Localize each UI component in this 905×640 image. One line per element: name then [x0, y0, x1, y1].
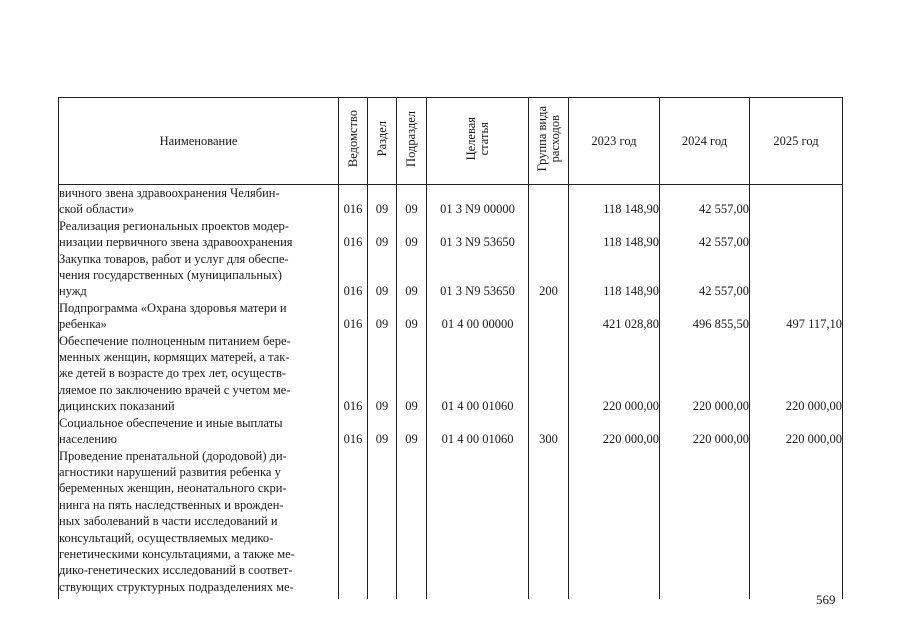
cell-2025: 220 000,00: [750, 333, 843, 415]
cell-name: вичного звена здравоохранения Челябин- ской области»: [59, 185, 339, 218]
table-continuation: [59, 595, 843, 599]
table-header-row: [59, 98, 843, 185]
cell-subsection: 09: [397, 415, 427, 448]
cell-2025: [750, 251, 843, 300]
cell-2025: 220 000,00: [750, 415, 843, 448]
cell-name: Обеспечение полноценным питанием бере- менных женщин, кормящих матерей, а так- же детей в возрасте до трех лет, осуществ- ляемое по заключению врачей с учетом ме- дицинских показаний: [59, 333, 339, 415]
cell-dept: 016: [339, 251, 368, 300]
cell-2025: [750, 218, 843, 251]
header-2025: 2025 год: [750, 98, 843, 185]
header-target: Целевая статья: [427, 98, 529, 185]
cell-2024: [660, 448, 750, 596]
cell-subsection: [397, 448, 427, 596]
cell-target: 01 3 N9 53650: [427, 218, 529, 251]
header-section: Раздел: [368, 98, 397, 185]
table-row: [59, 415, 843, 448]
cell-2023: 421 028,80: [569, 300, 660, 333]
table-row: [59, 448, 843, 596]
cell-2023: 118 148,90: [569, 218, 660, 251]
cell-2024: 42 557,00: [660, 185, 750, 218]
header-name: Наименование: [59, 98, 339, 185]
cell-dept: 016: [339, 185, 368, 218]
cell-group: [529, 448, 569, 596]
cell-target: 01 4 00 01060: [427, 333, 529, 415]
cell-group: 200: [529, 251, 569, 300]
table-row: [59, 185, 843, 218]
cell-2023: [569, 448, 660, 596]
cell-group: [529, 333, 569, 415]
cell-target: 01 3 N9 53650: [427, 251, 529, 300]
cell-name: Социальное обеспечение и иные выплаты населению: [59, 415, 339, 448]
header-2024: 2024 год: [660, 98, 750, 185]
cell-dept: 016: [339, 415, 368, 448]
cell-2024: 42 557,00: [660, 218, 750, 251]
cell-2025: 497 117,10: [750, 300, 843, 333]
cell-2024: 220 000,00: [660, 415, 750, 448]
cell-group: [529, 300, 569, 333]
cell-target: [427, 448, 529, 596]
header-dept: Ведомство: [339, 98, 368, 185]
cell-subsection: 09: [397, 333, 427, 415]
cell-group: 300: [529, 415, 569, 448]
cell-2025: [750, 448, 843, 596]
cell-2023: 220 000,00: [569, 333, 660, 415]
cell-subsection: 09: [397, 185, 427, 218]
header-expense-group: Группа вида расходов: [529, 98, 569, 185]
cell-section: 09: [368, 218, 397, 251]
cell-2024: 496 855,50: [660, 300, 750, 333]
cell-2025: [750, 185, 843, 218]
cell-dept: [339, 448, 368, 596]
cell-group: [529, 218, 569, 251]
cell-section: 09: [368, 251, 397, 300]
cell-2024: 42 557,00: [660, 251, 750, 300]
table-row: [59, 251, 843, 300]
cell-name: Проведение пренатальной (дородовой) ди- агностики нарушений развития ребенка у беременных женщин, неонатального скри- нинга на пять наследственных и врожден- ных заболеваний в части исследований и консультаций, осуществляемых медико- генетическими консультациями, а также ме- дико-генетических исследований в соответ- ствующих структурных подразделениях ме-: [59, 448, 339, 596]
cell-subsection: 09: [397, 300, 427, 333]
cell-name: Реализация региональных проектов модер- низации первичного звена здравоохранения: [59, 218, 339, 251]
cell-subsection: 09: [397, 218, 427, 251]
cell-target: 01 4 00 01060: [427, 415, 529, 448]
cell-subsection: 09: [397, 251, 427, 300]
cell-2024: 220 000,00: [660, 333, 750, 415]
header-2023: 2023 год: [569, 98, 660, 185]
table-row: [59, 300, 843, 333]
table-row: [59, 333, 843, 415]
cell-2023: 220 000,00: [569, 415, 660, 448]
cell-section: 09: [368, 300, 397, 333]
header-subsection: Подраздел: [397, 98, 427, 185]
cell-target: 01 3 N9 00000: [427, 185, 529, 218]
page-number: 569: [816, 592, 836, 607]
cell-2023: 118 148,90: [569, 251, 660, 300]
cell-target: 01 4 00 00000: [427, 300, 529, 333]
cell-dept: 016: [339, 333, 368, 415]
cell-name: Подпрограмма «Охрана здоровья матери и ребенка»: [59, 300, 339, 333]
cell-dept: 016: [339, 218, 368, 251]
cell-section: [368, 448, 397, 596]
cell-name: Закупка товаров, работ и услуг для обеспе- чения государственных (муниципальных) нужд: [59, 251, 339, 300]
budget-table: [58, 97, 843, 599]
cell-dept: 016: [339, 300, 368, 333]
table-row: [59, 218, 843, 251]
cell-2023: 118 148,90: [569, 185, 660, 218]
cell-section: 09: [368, 185, 397, 218]
cell-group: [529, 185, 569, 218]
cell-section: 09: [368, 333, 397, 415]
cell-section: 09: [368, 415, 397, 448]
